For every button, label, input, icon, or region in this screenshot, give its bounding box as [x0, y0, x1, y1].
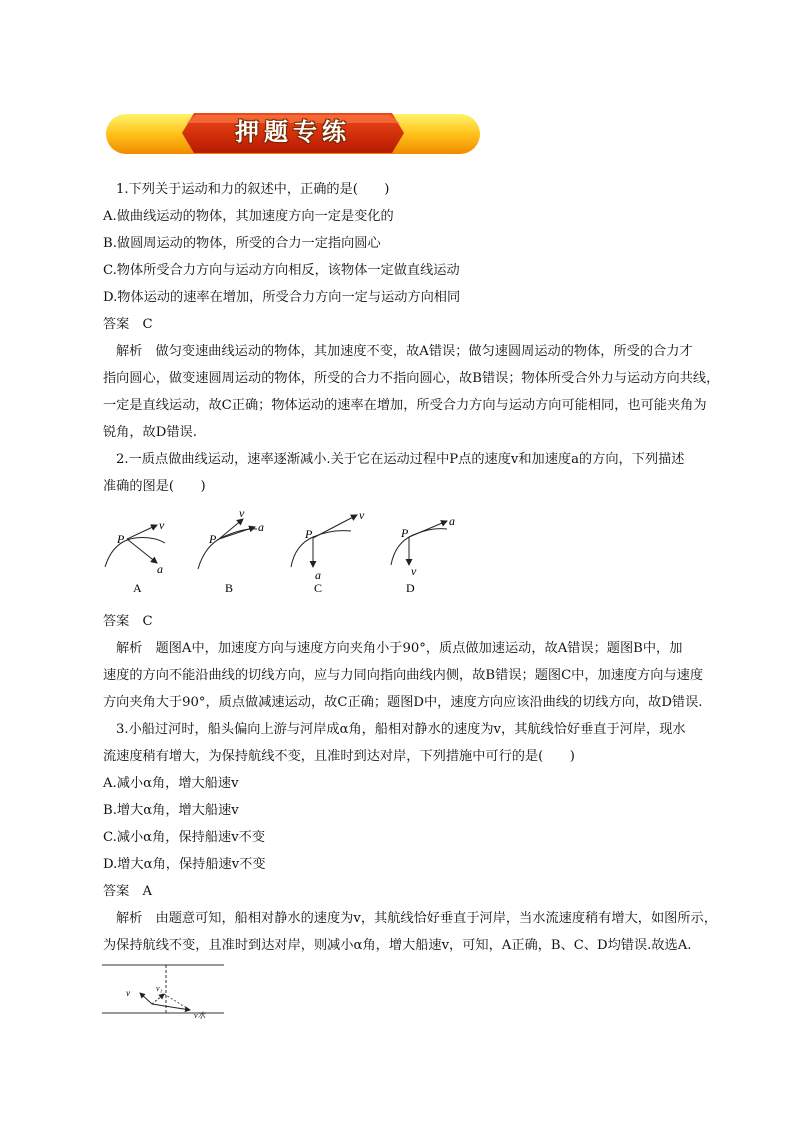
q2-fig-a-v-label: v	[159, 518, 165, 532]
q2-stem-line: 准确的图是( )	[103, 479, 206, 494]
q1-option-c: C.物体所受合力方向与运动方向相反，该物体一定做直线运动	[103, 263, 460, 278]
q3-stem-line: 流速度稍有增大，为保持航线不变，且准时到达对岸，下列措施中可行的是( )	[103, 749, 575, 764]
q3-answer: 答案 A	[103, 884, 153, 899]
q3-fig-v-label: v	[126, 988, 130, 998]
q3-option-a: A.减小α角，增大船速v	[103, 776, 239, 791]
q1-analysis-line: 锐角，故D错误.	[103, 425, 197, 440]
q1-option-b: B.做圆周运动的物体，所受的合力一定指向圆心	[103, 236, 381, 251]
q2-analysis-line: 方向夹角大于90°，质点做减速运动，故C正确；题图D中，速度方向应该沿曲线的切线方向，故D错误.	[103, 695, 703, 710]
q2-analysis-line: 速度的方向不能沿曲线的切线方向，应与力同向指向曲线内侧，故B错误；题图C中，加速度方向与速度	[103, 668, 704, 683]
q2-fig-b-p-label: P	[209, 532, 217, 546]
q2-fig-c-caption: C	[314, 581, 323, 595]
q1-answer: 答案 C	[103, 317, 153, 332]
q2-fig-a-caption: A	[133, 581, 142, 595]
q2-fig-c-v-label: v	[359, 508, 365, 522]
q2-figure-a	[105, 518, 165, 595]
q2-fig-a-a-label: a	[157, 562, 163, 576]
q2-analysis-line: 解析 题图A中，加速度方向与速度方向夹角小于90°，质点做加速运动，故A错误；题图B中，加	[116, 641, 683, 656]
banner-title: 押题专练	[235, 118, 351, 146]
q2-fig-c-p-label: P	[305, 527, 313, 541]
q2-fig-d-a-label: a	[449, 514, 455, 528]
q2-options-figure	[95, 505, 475, 600]
q3-option-c: C.减小α角，保持船速v不变	[103, 830, 266, 845]
section-banner	[104, 110, 482, 156]
q2-answer: 答案 C	[103, 614, 153, 629]
q3-fig-v1-label: v₁	[156, 984, 163, 993]
q3-analysis-line: 解析 由题意可知，船相对静水的速度为v，其航线恰好垂直于河岸，当水流速度稍有增大，如图所示，	[116, 911, 717, 926]
q1-analysis-line: 指向圆心，做变速圆周运动的物体，所受的合力不指向圆心，故B错误；物体所受合外力与运动方向共线，	[103, 371, 720, 386]
q1-option-d: D.物体运动的速率在增加，所受合力方向一定与运动方向相同	[103, 290, 461, 305]
q2-fig-b-caption: B	[225, 581, 234, 595]
q2-figure-b	[198, 506, 264, 595]
velocity-v1	[152, 994, 164, 1004]
velocity-v	[140, 993, 152, 1004]
q2-fig-b-v-label: v	[239, 506, 245, 520]
q3-analysis-line: 为保持航线不变，且准时到达对岸，则减小α角，增大船速v，可知，A正确，B、C、D均错误.故选A.	[103, 938, 692, 953]
q2-figure-d	[391, 514, 455, 595]
q3-option-d: D.增大α角，保持船速v不变	[103, 857, 266, 872]
q2-fig-d-p-label: P	[401, 526, 409, 540]
velocity-water	[152, 1004, 190, 1010]
q3-fig-vwater-label: v水	[194, 1011, 206, 1020]
q1-analysis-line: 一定是直线运动，故C正确；物体运动的速率在增加，所受合力方向与运动方向可能相同，也可能夹角为	[103, 398, 707, 413]
q2-fig-b-a-label: a	[258, 520, 264, 534]
q2-fig-a-p-label: P	[117, 532, 125, 546]
q3-stem-line: 3.小船过河时，船头偏向上游与河岸成α角，船相对静水的速度为v，其航线恰好垂直于河岸，现水	[116, 722, 686, 737]
q2-stem-line: 2.一质点做曲线运动，速率逐渐减小.关于它在运动过程中P点的速度v和加速度a的方向，下列描述	[116, 452, 685, 467]
q2-figure-c	[291, 508, 365, 595]
q1-stem: 1.下列关于运动和力的叙述中，正确的是( )	[116, 182, 390, 197]
q2-fig-c-a-label: a	[315, 568, 321, 582]
q3-option-b: B.增大α角，增大船速v	[103, 803, 239, 818]
q2-fig-d-v-label: v	[411, 564, 417, 578]
q1-option-a: A.做曲线运动的物体，其加速度方向一定是变化的	[103, 209, 394, 224]
q3-river-figure	[98, 960, 228, 1020]
q2-fig-d-caption: D	[406, 581, 415, 595]
q1-analysis-line: 解析 做匀变速曲线运动的物体，其加速度不变，故A错误；做匀速圆周运动的物体，所受的合力才	[116, 344, 693, 359]
